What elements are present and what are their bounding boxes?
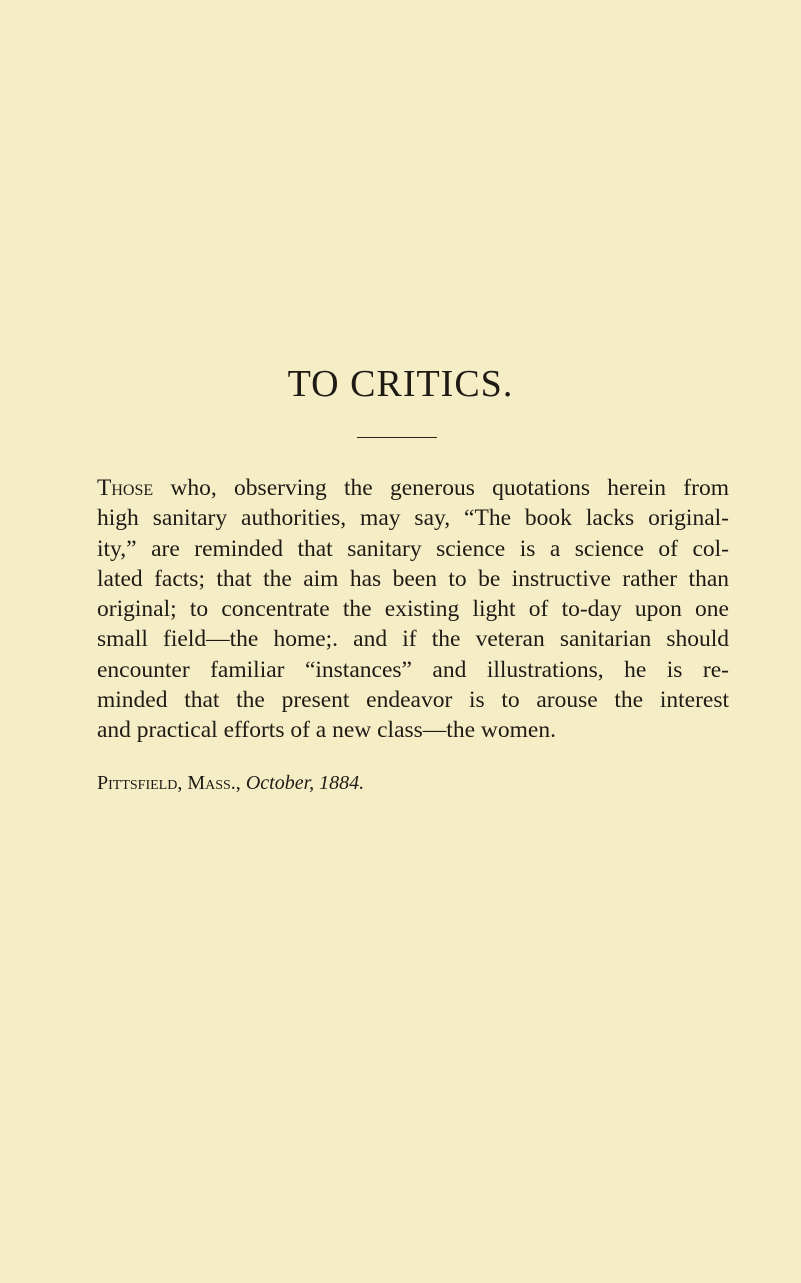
text-line-7: encounter familiar “instances” and illustrations, he is re- [97, 656, 729, 683]
signature-date: October, 1884. [245, 772, 365, 794]
body-paragraph [97, 473, 729, 746]
page-title: TO CRITICS. [287, 363, 514, 405]
text-line-1: Those who, observing the generous quotations herein from [97, 475, 729, 501]
text-line-4: lated facts; that the aim has been to be instructive rather than [97, 565, 729, 592]
text-line-9: and practical efforts of a new class—the women. [97, 717, 556, 744]
text-line-6: small field—the home;. and if the veteran sanitarian should [97, 626, 729, 653]
text-line-5: original; to concentrate the existing light of to-day upon one [97, 596, 729, 623]
signature-line [97, 770, 364, 796]
text-line-3: ity,” are reminded that sanitary science is a science of col- [97, 535, 729, 562]
signature-place: Pittsfield, Mass., [97, 772, 241, 794]
lead-word: Those [97, 475, 154, 501]
text-line-8: minded that the present endeavor is to arouse the interest [97, 687, 729, 714]
title-divider [357, 437, 437, 438]
text-line-2: high sanitary authorities, may say, “The book lacks original- [97, 505, 729, 532]
